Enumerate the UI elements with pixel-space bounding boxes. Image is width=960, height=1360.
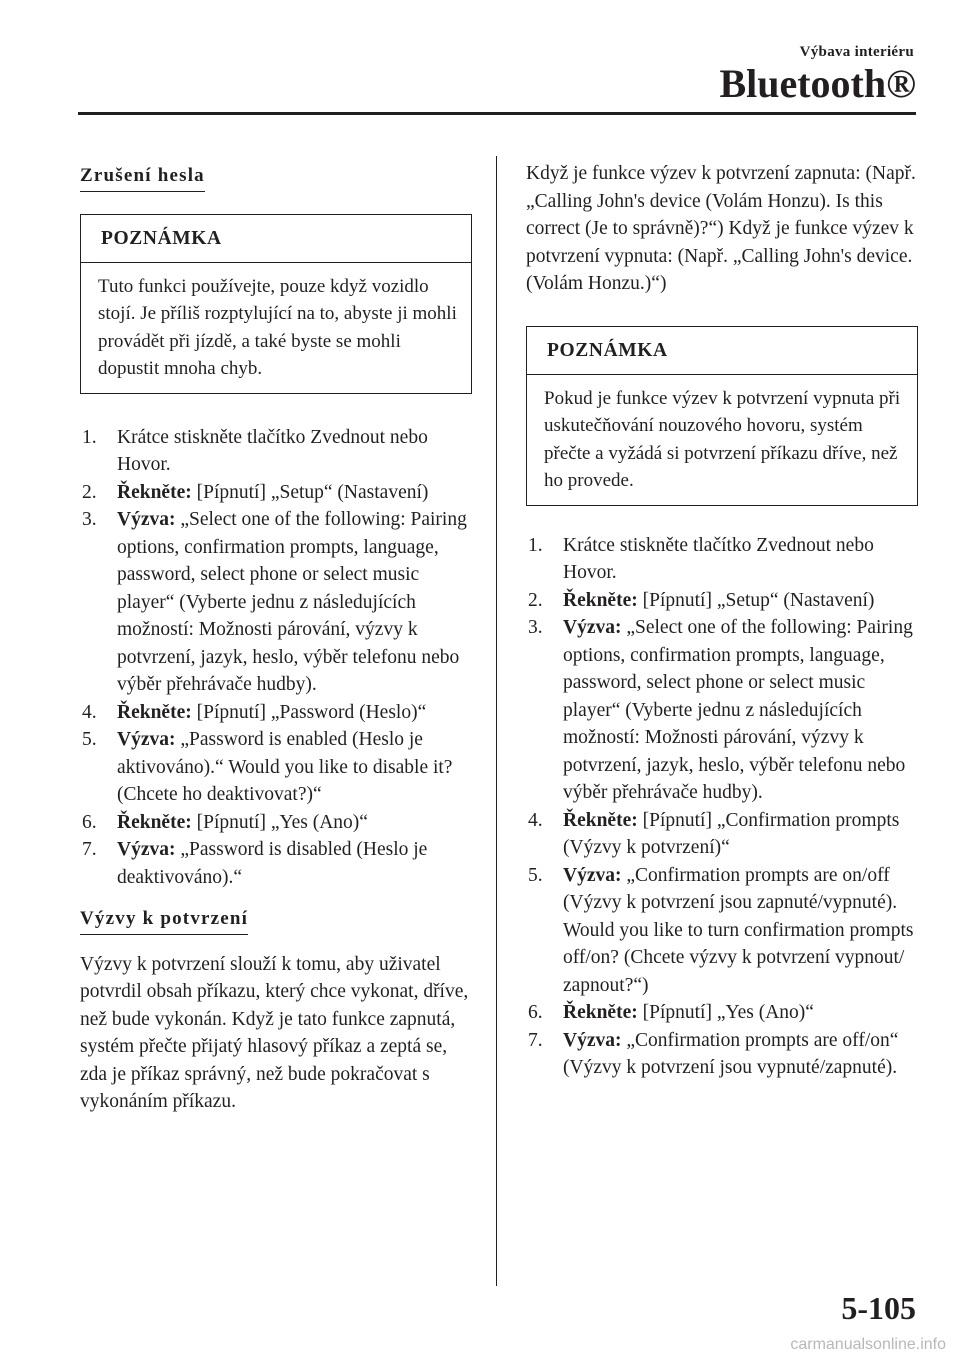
- steps-list-right: [526, 532, 918, 1082]
- list-item: [80, 726, 472, 809]
- header-title: Bluetooth®: [719, 61, 916, 106]
- step-number: 5.: [528, 864, 543, 886]
- step-text: „Select one of the following: Pairing options, confirmation prompts, language, password, select phone or select music player“ (Vyberte jednu z následujících možností: Možnosti párování, výzvy k potvrzení, jazyk, heslo, výběr telefonu nebo výběr přehrávače hudby).: [563, 617, 913, 804]
- step-label: Řekněte:: [117, 811, 192, 833]
- list-item: [526, 532, 918, 587]
- step-number: 3.: [82, 509, 97, 531]
- step-label: Výzva:: [117, 839, 176, 861]
- step-text: „Select one of the following: Pairing options, confirmation prompts, language, password, select phone or select music player“ (Vyberte jednu z následujících možností: Možnosti párování, výzvy k potvrzení, jazyk, heslo, výběr telefonu nebo výběr přehrávače hudby).: [117, 509, 467, 696]
- note-body: Pokud je funkce výzev k potvrzení vypnuta při uskutečňování nouzového hovoru, systém přečte a vyžádá si potvrzení příkazu dříve, než ho provede.: [544, 388, 901, 492]
- step-text: „Password is disabled (Heslo je deaktivováno).“: [117, 839, 428, 888]
- step-text: „Password is enabled (Heslo je aktivováno).“ Would you like to disable it? (Chcete ho deaktivovat?)“: [117, 729, 453, 806]
- step-number: 1.: [528, 534, 543, 556]
- watermark: carmanualsonline.info: [790, 1336, 946, 1353]
- step-number: 3.: [528, 617, 543, 639]
- header-section-label: Výbava interiéru: [799, 44, 914, 60]
- step-number: 7.: [82, 839, 97, 861]
- step-number: 2.: [82, 481, 97, 503]
- column-divider: [496, 156, 497, 1286]
- steps-list-left: [80, 424, 472, 892]
- step-number: 7.: [528, 1029, 543, 1051]
- step-number: 6.: [528, 1002, 543, 1024]
- step-text: [Pípnutí] „Confirmation prompts (Výzvy k potvrzení)“: [563, 809, 900, 859]
- heading-zruseni-hesla: Zrušení hesla: [80, 162, 205, 192]
- intro-paragraph: Když je funkce výzev k potvrzení zapnuta: (Např. „Calling John's device (Volám Honzu). Is this correct (Je to správně)?“) Když je funkce výzev k potvrzení vypnuta: (Např. „Calling John's device. (Volám Honzu.)“): [526, 163, 916, 294]
- step-label: Výzva:: [117, 729, 176, 751]
- step-number: 1.: [82, 426, 97, 448]
- list-item: [80, 836, 472, 891]
- step-label: Řekněte:: [117, 701, 192, 723]
- step-text: Krátce stiskněte tlačítko Zvednout nebo Hovor.: [117, 426, 428, 476]
- list-item: [526, 999, 918, 1027]
- note-box-right: [526, 326, 918, 506]
- list-item: [80, 424, 472, 479]
- step-text: [Pípnutí] „Password (Heslo)“: [191, 701, 427, 723]
- heading-vyzvy-k-potvrzeni: Výzvy k potvrzení: [80, 905, 248, 935]
- body-paragraph: Výzvy k potvrzení slouží k tomu, aby uživatel potvrdil obsah příkazu, který chce vykonat, dříve, než bude vykonán. Když je tato funkce zapnutá, systém přečte přijatý hlasový příkaz a zeptá se, zda je příkaz správný, než bude pokračovat s vykonáním příkazu.: [80, 953, 469, 1113]
- list-item: [526, 614, 918, 807]
- step-text: [Pípnutí] „Setup“ (Nastavení): [637, 589, 875, 611]
- list-item: [80, 479, 472, 507]
- step-label: Výzva:: [117, 509, 176, 531]
- list-item: [80, 809, 472, 837]
- note-title: POZNÁMKA: [527, 327, 917, 376]
- page-number: 5-105: [841, 1290, 916, 1326]
- note-title: POZNÁMKA: [81, 215, 471, 264]
- right-column: [526, 160, 918, 1082]
- header-rule: [78, 112, 916, 115]
- step-label: Výzva:: [563, 864, 622, 886]
- list-item: [526, 1027, 918, 1082]
- list-item: [80, 699, 472, 727]
- list-item: [80, 506, 472, 699]
- step-text: „Confirmation prompts are on/off (Výzvy k potvrzení jsou zapnuté/vypnuté). Would you like to turn confirmation prompts off/on? (Chcete výzvy k potvrzení vypnout/ zapnout?“): [563, 864, 914, 996]
- step-number: 4.: [528, 809, 543, 831]
- left-column: [80, 160, 472, 1116]
- list-item: [526, 807, 918, 862]
- note-body: Tuto funkci používejte, pouze když vozidlo stojí. Je příliš rozptylující na to, abyste ji mohli provádět při jízdě, a také byste se mohli dopustit mnoha chyb.: [98, 276, 457, 380]
- step-label: Řekněte:: [563, 1002, 638, 1024]
- step-number: 6.: [82, 811, 97, 833]
- step-label: Řekněte:: [563, 589, 638, 611]
- step-label: Řekněte:: [563, 809, 638, 831]
- step-number: 5.: [82, 729, 97, 751]
- step-text: [Pípnutí] „Yes (Ano)“: [637, 1002, 814, 1024]
- list-item: [526, 862, 918, 1000]
- step-label: Výzva:: [563, 617, 622, 639]
- step-label: Výzva:: [563, 1029, 622, 1051]
- step-number: 2.: [528, 589, 543, 611]
- step-text: „Confirmation prompts are off/on“ (Výzvy k potvrzení jsou vypnuté/zapnuté).: [563, 1029, 899, 1079]
- step-text: [Pípnutí] „Yes (Ano)“: [191, 811, 368, 833]
- step-text: [Pípnutí] „Setup“ (Nastavení): [191, 481, 429, 503]
- list-item: [526, 587, 918, 615]
- step-text: Krátce stiskněte tlačítko Zvednout nebo Hovor.: [563, 534, 874, 584]
- step-label: Řekněte:: [117, 481, 192, 503]
- step-number: 4.: [82, 701, 97, 723]
- note-box-left: [80, 214, 472, 394]
